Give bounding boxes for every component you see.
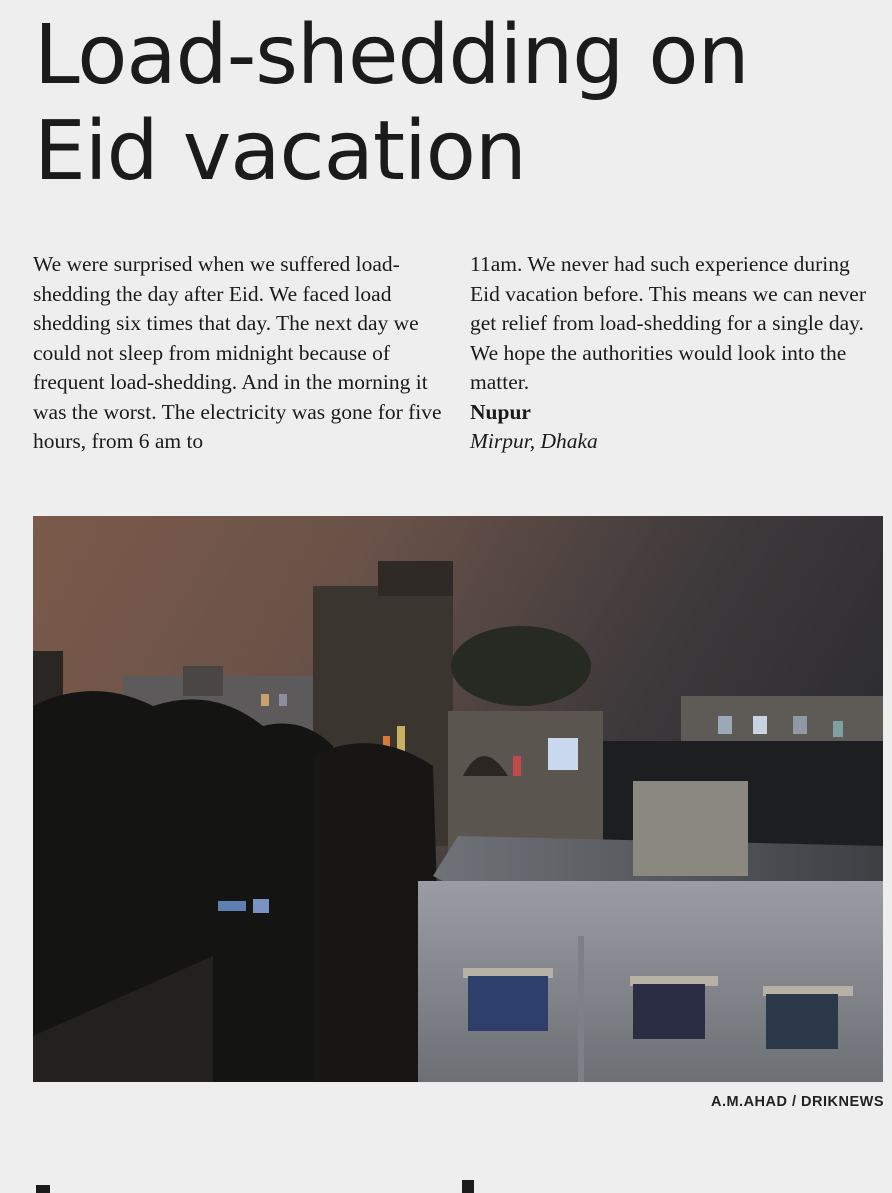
article-photo — [33, 516, 883, 1082]
author-location: Mirpur, Dhaka — [470, 429, 598, 453]
headline: Load-shedding on Eid vacation — [34, 8, 749, 199]
article-column-right — [470, 250, 880, 457]
photo-credit: A.M.AHAD / DRIKNEWS — [710, 1094, 884, 1110]
night-cityscape-photo — [33, 516, 883, 1082]
article-column-left — [33, 250, 443, 457]
article-body-left: We were surprised when we suffered load-shedding the day after Eid. We faced load shedding six times that day. The next day we could not sleep from midnight because of frequent load-shedding. And in the morning it was the worst. The electricity was gone for five hours, from 6 am to — [33, 252, 442, 453]
article-body-right: 11am. We never had such experience during Eid vacation before. This means we can never get relief from load-shedding for a single day. We hope the authorities would look into the matter. — [470, 252, 866, 394]
author-name: Nupur — [470, 399, 531, 424]
next-headline-fragment — [30, 1180, 530, 1193]
